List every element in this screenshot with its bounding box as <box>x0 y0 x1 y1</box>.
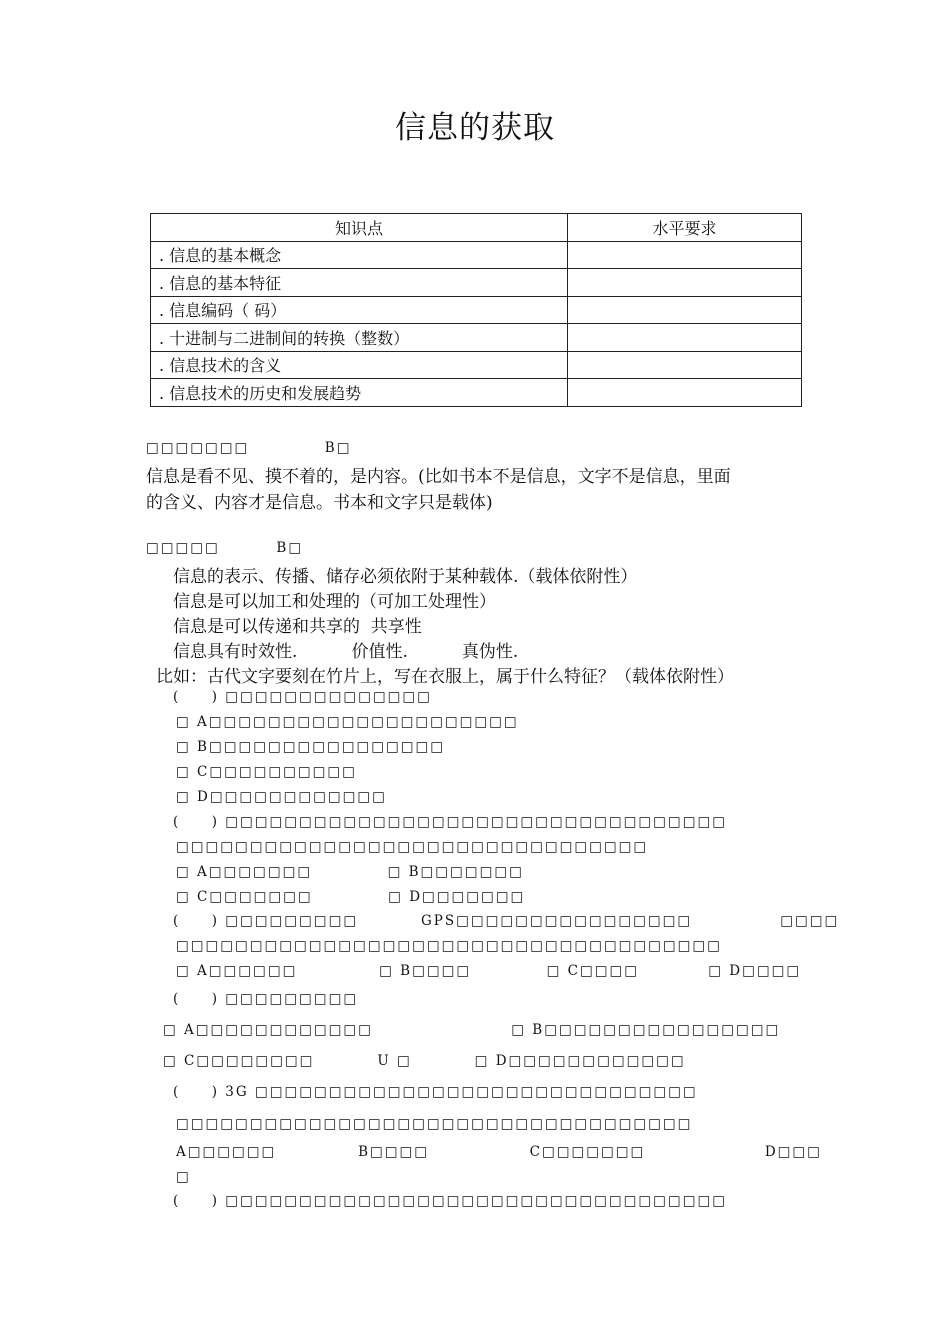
table-cell <box>568 379 802 407</box>
text-line-sec1-p1: 信息是看不见、摸不着的，是内容。(比如书本不是信息，文字不是信息，里面 <box>146 467 731 487</box>
text-line-q4-cd: □ C□□□□□□□□ U □ □ D□□□□□□□□□□□□ <box>163 1053 686 1069</box>
table-row <box>151 324 802 352</box>
text-line-q2-ab: □ A□□□□□□□ □ B□□□□□□□ <box>176 864 524 880</box>
text-line-q2-l2: □□□□□□□□□□□□□□□□□□□□□□□□□□□□□□□□ <box>176 839 649 855</box>
text-line-sec2-p4: 信息具有时效性. 价值性. 真伪性. <box>173 642 519 662</box>
table-cell <box>568 296 802 324</box>
text-line-q1-a: □ A□□□□□□□□□□□□□□□□□□□□□ <box>176 714 519 730</box>
table-row <box>151 296 802 324</box>
col-header-knowledge: 知识点 <box>151 214 568 242</box>
text-line-sec2-p1: 信息的表示、传播、储存必须依附于某种载体.（载体依附性） <box>173 567 638 587</box>
table-cell: . 信息的基本特征 <box>151 269 568 297</box>
table-cell: . 十进制与二进制间的转换（整数） <box>151 324 568 352</box>
text-line-q2-cd: □ C□□□□□□□ □ D□□□□□□□ <box>176 889 526 905</box>
text-line-sec1-p2: 的含义、内容才是信息。书本和文字只是载体) <box>146 493 493 513</box>
table-cell <box>568 351 802 379</box>
text-line-q1-b: □ B□□□□□□□□□□□□□□□□ <box>176 739 446 755</box>
text-line-q4-ab: □ A□□□□□□□□□□□□ □ B□□□□□□□□□□□□□□□□ <box>163 1022 781 1038</box>
table-header-row <box>151 214 802 242</box>
knowledge-table <box>150 213 802 407</box>
text-line-q3-opts: □ A□□□□□□ □ B□□□□ □ C□□□□ □ D□□□□ <box>176 963 802 979</box>
text-line-sec1-head: □□□□□□□ B□ <box>146 440 352 456</box>
table-cell <box>568 241 802 269</box>
text-line-sec2-p5: 比如：古代文字要刻在竹片上，写在衣服上，属于什么特征？（载体依附性） <box>156 667 734 687</box>
table-row <box>151 269 802 297</box>
table-cell <box>568 324 802 352</box>
page-title: 信息的获取 <box>395 110 555 146</box>
text-line-q1-d: □ D□□□□□□□□□□□□ <box>176 789 387 805</box>
text-line-q6: ( ) □□□□□□□□□□□□□□□□□□□□□□□□□□□□□□□□□□ <box>173 1193 727 1209</box>
text-line-q3: ( ) □□□□□□□□□ GPS□□□□□□□□□□□□□□□□ □□□□ <box>173 913 840 929</box>
text-line-q5-wrap: □ <box>176 1169 191 1185</box>
text-line-q5-opts: A□□□□□□ B□□□□ C□□□□□□□ D□□□ <box>176 1144 822 1160</box>
col-header-level: 水平要求 <box>568 214 802 242</box>
table-cell: . 信息技术的历史和发展趋势 <box>151 379 568 407</box>
text-line-q2: ( ) □□□□□□□□□□□□□□□□□□□□□□□□□□□□□□□□□□ <box>173 814 727 830</box>
table-row <box>151 379 802 407</box>
text-line-q5-l2: □□□□□□□□□□□□□□□□□□□□□□□□□□□□□□□□□□□ <box>176 1116 693 1132</box>
text-line-q3-l2: □□□□□□□□□□□□□□□□□□□□□□□□□□□□□□□□□□□□□ <box>176 938 722 954</box>
text-line-sec2-head: □□□□□ B□ <box>146 540 304 556</box>
text-line-q4: ( ) □□□□□□□□□ <box>173 991 359 1007</box>
table-row <box>151 351 802 379</box>
text-line-sec2-p3: 信息是可以传递和共享的 共享性 <box>173 617 422 637</box>
table-cell <box>568 269 802 297</box>
text-line-q1: ( ) □□□□□□□□□□□□□□ <box>173 689 432 705</box>
text-line-q5: ( ) 3G □□□□□□□□□□□□□□□□□□□□□□□□□□□□□□ <box>173 1084 698 1100</box>
table-row <box>151 241 802 269</box>
text-line-q1-c: □ C□□□□□□□□□□ <box>176 764 357 780</box>
table-cell: . 信息技术的含义 <box>151 351 568 379</box>
table-cell: . 信息编码（ 码） <box>151 296 568 324</box>
table-cell: . 信息的基本概念 <box>151 241 568 269</box>
text-line-sec2-p2: 信息是可以加工和处理的（可加工处理性） <box>173 592 496 612</box>
